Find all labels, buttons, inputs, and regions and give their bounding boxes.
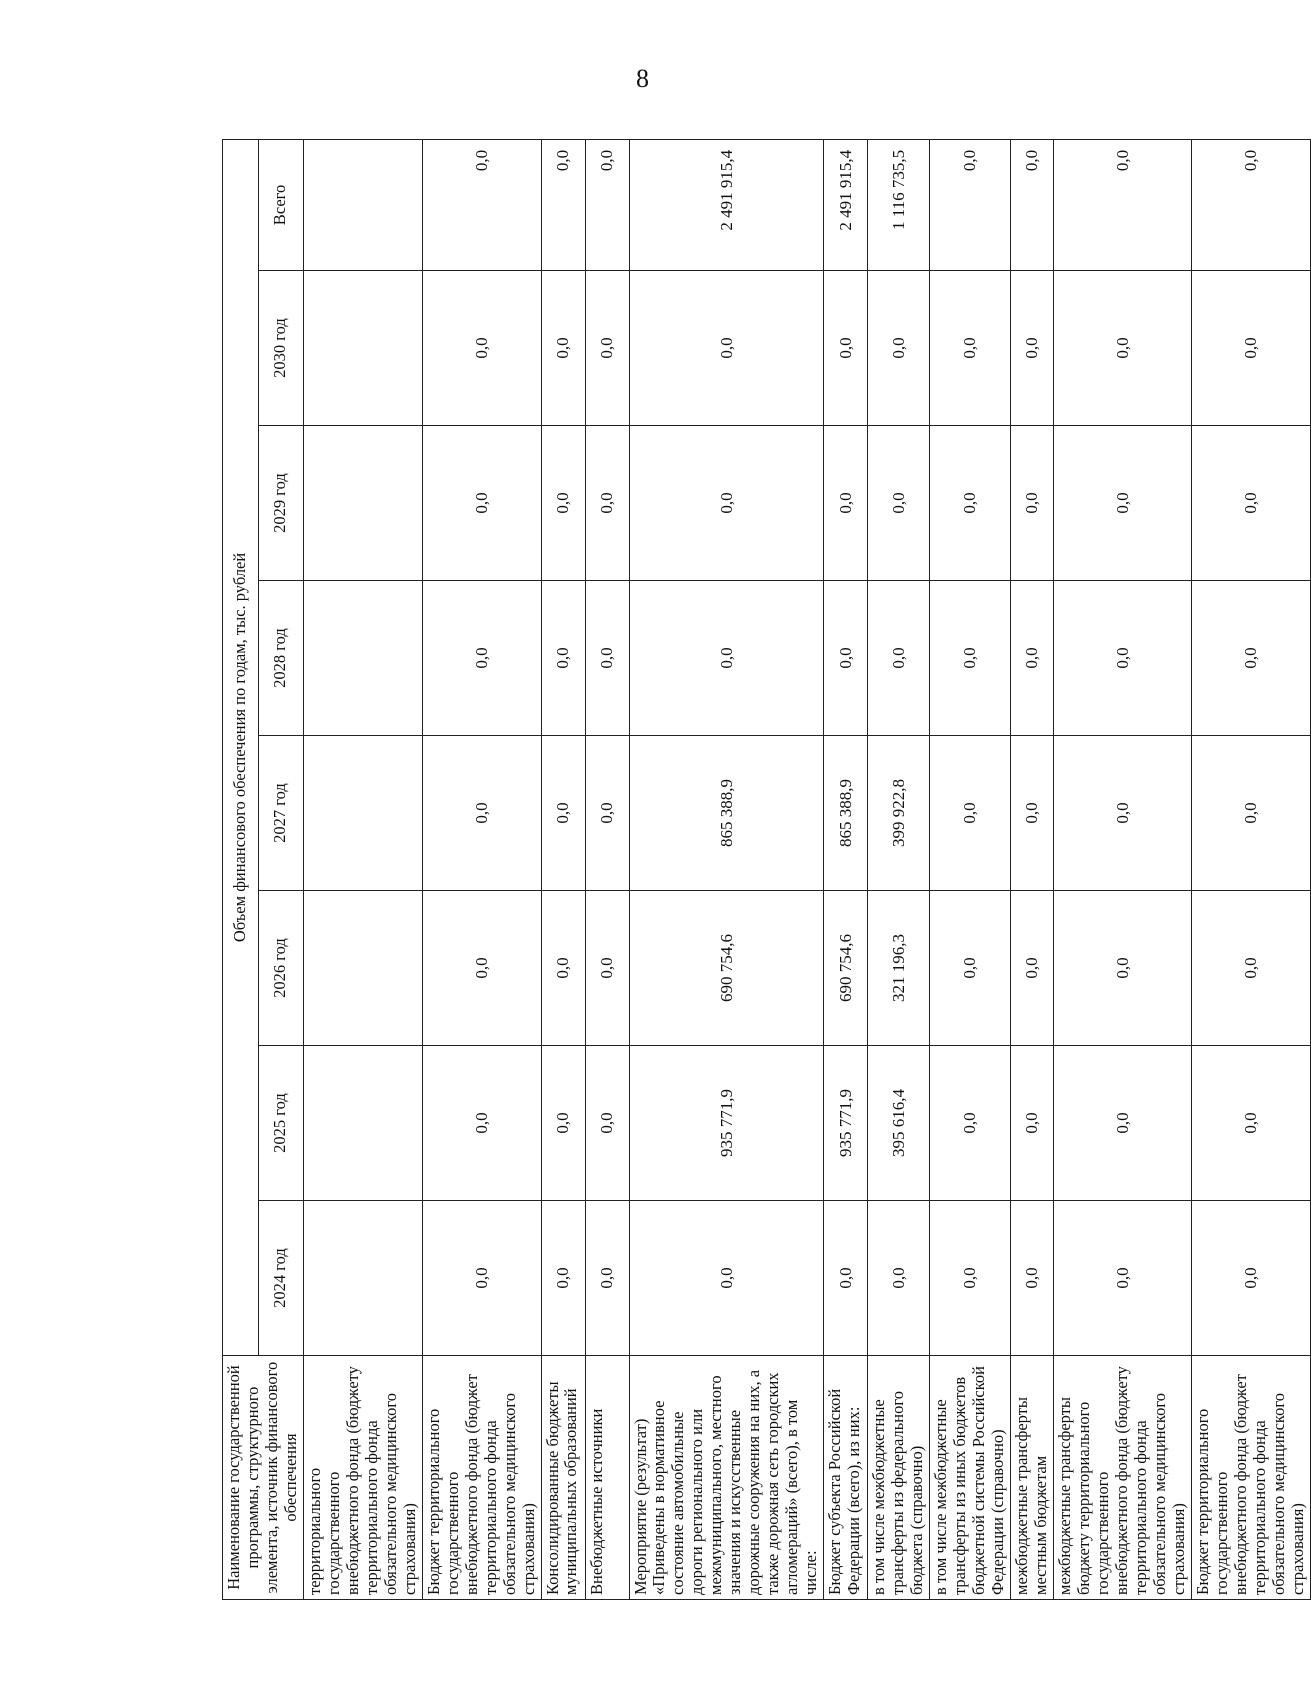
header-volume-group: Объем финансового обеспечения по годам, тыс. рублей (223, 139, 259, 1355)
cell-value: 0,0 (1191, 581, 1310, 736)
cell-value: 0,0 (1191, 736, 1310, 891)
table-row (1191, 139, 1310, 1599)
row-source-name: в том числе межбюджетные трансферты из федерального бюджета (справочно) (868, 1356, 930, 1600)
table-row (1053, 139, 1191, 1599)
row-source-name: межбюджетные трансферты местным бюджетам (1010, 1356, 1053, 1600)
table-row (824, 139, 868, 1599)
cell-total (303, 139, 422, 270)
cell-value: 0,0 (541, 1046, 585, 1201)
financing-table (222, 139, 1311, 1600)
cell-value: 0,0 (585, 1046, 629, 1201)
header-name-column: Наименование государственной программы, структурного элемента, источник финансового обеспечения (223, 1356, 304, 1600)
cell-value: 0,0 (541, 271, 585, 426)
cell-value: 0,0 (930, 736, 1011, 891)
header-year: 2025 год (258, 1046, 303, 1201)
row-source-name: Бюджет субъекта Российской Федерации (всего), из них: (824, 1356, 868, 1600)
row-source-name: Консолидированные бюджеты муниципальных образований (541, 1356, 585, 1600)
cell-value: 0,0 (1191, 891, 1310, 1046)
cell-value: 935 771,9 (824, 1046, 868, 1201)
cell-value: 0,0 (1010, 581, 1053, 736)
cell-total: 0,0 (585, 139, 629, 270)
cell-value: 690 754,6 (629, 891, 824, 1046)
cell-value: 0,0 (930, 581, 1011, 736)
cell-value: 0,0 (422, 736, 541, 891)
cell-value: 0,0 (1053, 1046, 1191, 1201)
table-row (930, 139, 1011, 1599)
row-source-name: в том числе межбюджетные трансферты из иных бюджетов бюджетной системы Российской Федерации (справочно) (930, 1356, 1011, 1600)
row-source-name: межбюджетные трансферты бюджету территориального государственного внебюджетного фонда (бюджету территориального фонда обязательного медицинского страхования) (1053, 1356, 1191, 1600)
cell-value: 0,0 (930, 891, 1011, 1046)
cell-value: 0,0 (868, 1201, 930, 1356)
cell-total: 0,0 (422, 139, 541, 270)
cell-value: 865 388,9 (629, 736, 824, 891)
cell-value: 0,0 (930, 1201, 1011, 1356)
cell-value (303, 736, 422, 891)
table-row (422, 139, 541, 1599)
cell-value: 321 196,3 (868, 891, 930, 1046)
cell-value: 0,0 (629, 271, 824, 426)
cell-value: 0,0 (629, 426, 824, 581)
table-row (303, 139, 422, 1599)
cell-total: 1 116 735,5 (868, 139, 930, 270)
header-year: 2030 год (258, 271, 303, 426)
cell-value (303, 1201, 422, 1356)
cell-value: 0,0 (1053, 1201, 1191, 1356)
cell-total: 2 491 915,4 (824, 139, 868, 270)
cell-value: 0,0 (824, 581, 868, 736)
cell-value: 0,0 (1191, 1201, 1310, 1356)
header-year: 2028 год (258, 581, 303, 736)
page-number: 8 (636, 64, 649, 93)
cell-value (303, 426, 422, 581)
cell-value: 0,0 (1053, 426, 1191, 581)
row-source-name: Бюджет территориального государственного внебюджетного фонда (бюджет территориального фонда обязательного медицинского страхования) (422, 1356, 541, 1600)
cell-value: 0,0 (930, 426, 1011, 581)
cell-total: 0,0 (541, 139, 585, 270)
cell-value: 0,0 (541, 736, 585, 891)
cell-value: 0,0 (930, 271, 1011, 426)
cell-value: 0,0 (1053, 736, 1191, 891)
row-source-name: Внебюджетные источники (585, 1356, 629, 1600)
cell-value: 0,0 (422, 426, 541, 581)
cell-value: 0,0 (930, 1046, 1011, 1201)
cell-value (303, 581, 422, 736)
cell-value: 0,0 (1010, 736, 1053, 891)
cell-value (303, 891, 422, 1046)
cell-value: 0,0 (585, 426, 629, 581)
cell-value: 0,0 (1191, 1046, 1310, 1201)
cell-value: 0,0 (422, 1046, 541, 1201)
cell-value: 0,0 (585, 1201, 629, 1356)
cell-value: 0,0 (824, 271, 868, 426)
cell-value: 0,0 (824, 426, 868, 581)
cell-value: 0,0 (629, 581, 824, 736)
cell-value: 0,0 (868, 581, 930, 736)
cell-value: 0,0 (1010, 1046, 1053, 1201)
cell-value: 0,0 (824, 1201, 868, 1356)
cell-value: 0,0 (1010, 271, 1053, 426)
cell-value: 395 616,4 (868, 1046, 930, 1201)
cell-value: 865 388,9 (824, 736, 868, 891)
header-year: 2027 год (258, 736, 303, 891)
cell-value: 0,0 (1191, 426, 1310, 581)
rotated-table-container (222, 140, 1307, 1600)
cell-value: 0,0 (585, 581, 629, 736)
header-year: 2029 год (258, 426, 303, 581)
row-source-name: территориального государственного внебюджетного фонда (бюджету территориального фонда обязательного медицинского страхования) (303, 1356, 422, 1600)
cell-value: 0,0 (541, 891, 585, 1046)
cell-value: 0,0 (1010, 426, 1053, 581)
cell-total: 0,0 (1191, 139, 1310, 270)
cell-value: 0,0 (868, 426, 930, 581)
cell-value (303, 271, 422, 426)
cell-value: 0,0 (1010, 1201, 1053, 1356)
row-source-name: Бюджет территориального государственного внебюджетного фонда (бюджет территориального фонда обязательного медицинского страхования) (1191, 1356, 1310, 1600)
cell-value: 0,0 (1191, 271, 1310, 426)
header-total: Всего (258, 139, 303, 270)
table-row (868, 139, 930, 1599)
cell-total: 2 491 915,4 (629, 139, 824, 270)
cell-total: 0,0 (1010, 139, 1053, 270)
cell-value: 0,0 (541, 1201, 585, 1356)
table-body (303, 139, 1310, 1599)
cell-value: 0,0 (422, 271, 541, 426)
cell-value: 935 771,9 (629, 1046, 824, 1201)
cell-value: 0,0 (422, 891, 541, 1046)
table-row (1010, 139, 1053, 1599)
cell-value: 0,0 (541, 426, 585, 581)
cell-value: 0,0 (868, 271, 930, 426)
table-row (629, 139, 824, 1599)
cell-value: 0,0 (1053, 891, 1191, 1046)
header-year: 2026 год (258, 891, 303, 1046)
table-row (541, 139, 585, 1599)
cell-value: 0,0 (585, 736, 629, 891)
cell-value: 0,0 (422, 581, 541, 736)
cell-value: 0,0 (541, 581, 585, 736)
cell-value: 0,0 (1053, 271, 1191, 426)
cell-total: 0,0 (930, 139, 1011, 270)
cell-value: 0,0 (1053, 581, 1191, 736)
cell-value: 690 754,6 (824, 891, 868, 1046)
cell-value: 0,0 (585, 891, 629, 1046)
cell-value: 0,0 (629, 1201, 824, 1356)
cell-value: 0,0 (585, 271, 629, 426)
cell-value: 0,0 (1010, 891, 1053, 1046)
cell-value: 0,0 (422, 1201, 541, 1356)
cell-value: 399 922,8 (868, 736, 930, 891)
row-source-name: Мероприятие (результат) «Приведены в нормативное состояние автомобильные дороги регионального или межмуниципального, местного значения и искусственные дорожные сооружения на них, а также дорожная сеть городских агломераций» (всего), в том числе: (629, 1356, 824, 1600)
table-row (585, 139, 629, 1599)
header-year: 2024 год (258, 1201, 303, 1356)
cell-total: 0,0 (1053, 139, 1191, 270)
cell-value (303, 1046, 422, 1201)
